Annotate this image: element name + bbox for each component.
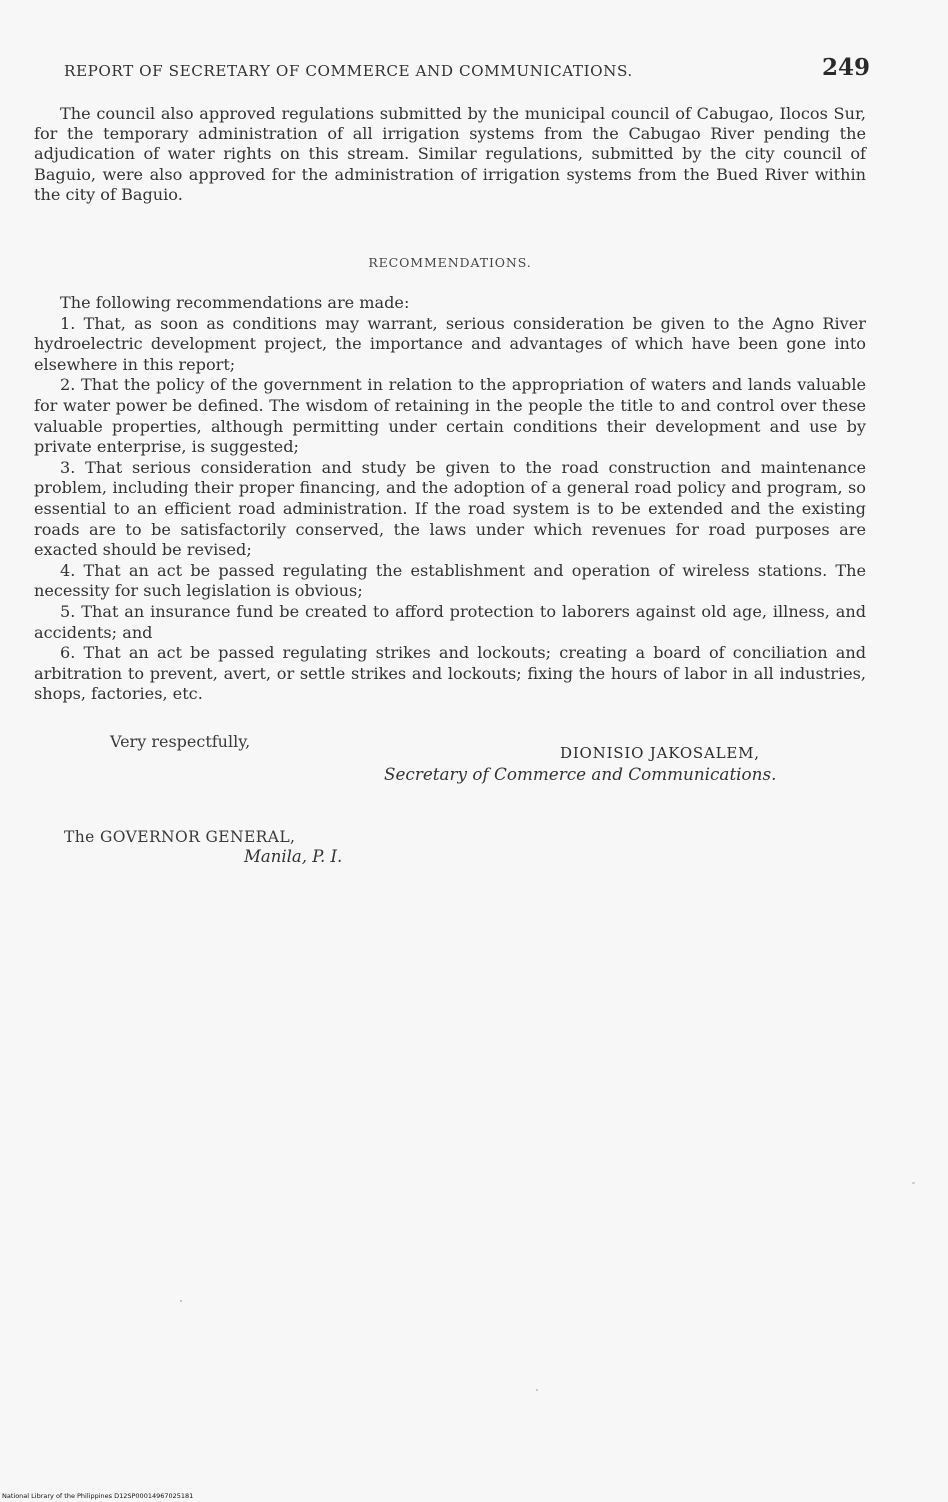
intro-paragraph: The council also approved regulations submitted by the municipal council of Cabugao, Ilocos Sur, for the temporary administration of all irrigation systems from the Cabugao River pending the adjudication of water rights on this stream. Similar regulations, submitted by the city council of Baguio, were also approved for the administration of irrigation systems from the Bued River within the city of Baguio. — [34, 104, 866, 204]
addressee-location: Manila, P. I. — [244, 847, 343, 866]
addressee-name: The GOVERNOR GENERAL, — [64, 828, 296, 846]
scan-speck — [180, 1300, 182, 1302]
signer-title: Secretary of Commerce and Communications. — [384, 764, 777, 784]
recommendation-item-1: 1. That, as soon as conditions may warrant, serious consideration be given to the Agno River hydroelectric development project, the importance and advantages of which have been gone into elsewhere in this report; — [34, 313, 866, 374]
recommendation-item-6: 6. That an act be passed regulating strikes and lockouts; creating a board of conciliation and arbitration to prevent, avert, or settle strikes and lockouts; fixing the hours of labor in all industries, shops, factories, etc. — [34, 643, 866, 704]
closing-salutation: Very respectfully, — [110, 732, 251, 751]
scan-speck — [536, 1389, 538, 1391]
running-title: REPORT OF SECRETARY OF COMMERCE AND COMMUNICATIONS. — [64, 62, 633, 80]
recommendations-intro: The following recommendations are made: — [60, 293, 410, 312]
running-head — [64, 54, 870, 84]
recommendation-item-2: 2. That the policy of the government in relation to the appropriation of waters and lands valuable for water power be defined. The wisdom of retaining in the people the title to and control over these valuable properties, although permitting under certain conditions their development and use by private enterprise, is suggested; — [34, 375, 866, 457]
recommendations-block — [34, 293, 866, 705]
section-heading: RECOMMENDATIONS. — [368, 255, 532, 270]
recommendation-item-3: 3. That serious consideration and study be given to the road construction and maintenance problem, including their proper financing, and the adoption of a general road policy and program, so essential to an efficient road administration. If the road system is to be extended and the existing roads are to be satisfactorily conserved, the laws under which revenues for road purposes are exacted should be revised; — [34, 457, 866, 560]
footer-credit: National Library of the Philippines D12SP00014967025181 — [2, 1492, 194, 1500]
scan-speck — [912, 1182, 915, 1184]
intro-paragraph-block — [34, 104, 866, 205]
page-number: 249 — [821, 54, 870, 81]
recommendation-item-4: 4. That an act be passed regulating the establishment and operation of wireless stations. The necessity for such legislation is obvious; — [34, 560, 866, 601]
signer-name: DIONISIO JAKOSALEM, — [560, 744, 760, 762]
recommendation-item-5: 5. That an insurance fund be created to afford protection to laborers against old age, illness, and accidents; and — [34, 601, 866, 642]
